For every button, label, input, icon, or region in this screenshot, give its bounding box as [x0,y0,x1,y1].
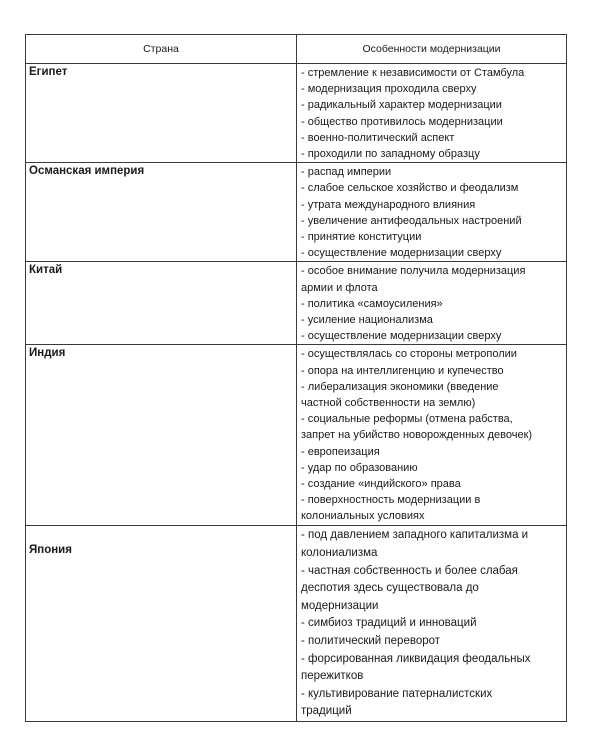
feature-item: - поверхностность модернизации в [301,494,481,507]
feature-item: - создание «индийского» права [301,478,461,491]
feature-item: пережитков [301,670,364,683]
feature-item: - принятие конституции [301,231,422,244]
feature-item: - усиление национализма [301,314,433,327]
feature-item: запрет на убийство новорожденных девочек) [301,429,533,442]
country-cell: Китай [26,262,297,345]
feature-item: - под давлением западного капитализма и [301,529,529,542]
feature-item: - политика «самоусиления» [301,297,443,310]
feature-item: колониальных условиях [301,510,425,523]
feature-item: армии и флота [301,281,378,294]
country-cell: Япония [26,526,297,722]
feature-item: - частная собственность и более слабая [301,564,518,577]
country-cell: Индия [26,345,297,526]
feature-item: - особое внимание получила модернизация [301,265,526,278]
feature-item: - форсированная ликвидация феодальных [301,652,531,665]
feature-item: - модернизация проходила сверху [301,83,477,96]
feature-item: - распад империи [301,166,392,179]
modernization-table [25,34,567,722]
feature-item: - осуществлялась со стороны метрополии [301,348,517,361]
feature-item: традиций [301,705,352,718]
feature-item: - стремление к независимости от Стамбула [301,67,525,79]
table-row-egypt [26,64,567,163]
table-row-japan [26,526,567,722]
country-cell: Османская империя [26,163,297,262]
feature-item: - симбиоз традиций и инноваций [301,617,477,630]
table-row-china [26,262,567,345]
feature-item: - политический переворот [301,635,441,648]
feature-item: колониализма [301,547,378,560]
features-cell [297,345,567,526]
feature-item: - общество противилось модернизации [301,115,503,128]
feature-item: - удар по образованию [301,461,418,474]
feature-item: - опора на интеллигенцию и купечество [301,364,504,377]
features-cell [297,163,567,262]
feature-item: - утрата международного влияния [301,198,476,211]
feature-item: - осуществление модернизации сверху [301,330,502,343]
feature-item: деспотия здесь существовала до [301,582,479,595]
feature-item: - либерализация экономики (введение [301,380,499,393]
feature-item: - социальные реформы (отмена рабства, [301,413,513,426]
table-row-india [26,345,567,526]
header-row [26,35,567,64]
feature-item: - увеличение антифеодальных настроений [301,214,522,227]
header-features: Особенности модернизации [297,35,567,64]
feature-item: - военно-политический аспект [301,131,455,144]
features-cell [297,526,567,722]
feature-item: - проходили по западному образцу [301,148,480,161]
feature-item: - культивирование патерналистских [301,687,493,700]
country-cell: Египет [26,64,297,163]
header-country: Страна [26,35,297,64]
feature-item: модернизации [301,599,379,612]
feature-item: - слабое сельское хозяйство и феодализм [301,182,519,195]
features-cell [297,262,567,345]
feature-item: - осуществление модернизации сверху [301,247,502,260]
feature-item: частной собственности на землю) [301,397,476,410]
feature-item: - европеизация [301,445,380,458]
feature-item: - радикальный характер модернизации [301,99,502,112]
features-cell [297,64,567,163]
table-row-ottoman [26,163,567,262]
